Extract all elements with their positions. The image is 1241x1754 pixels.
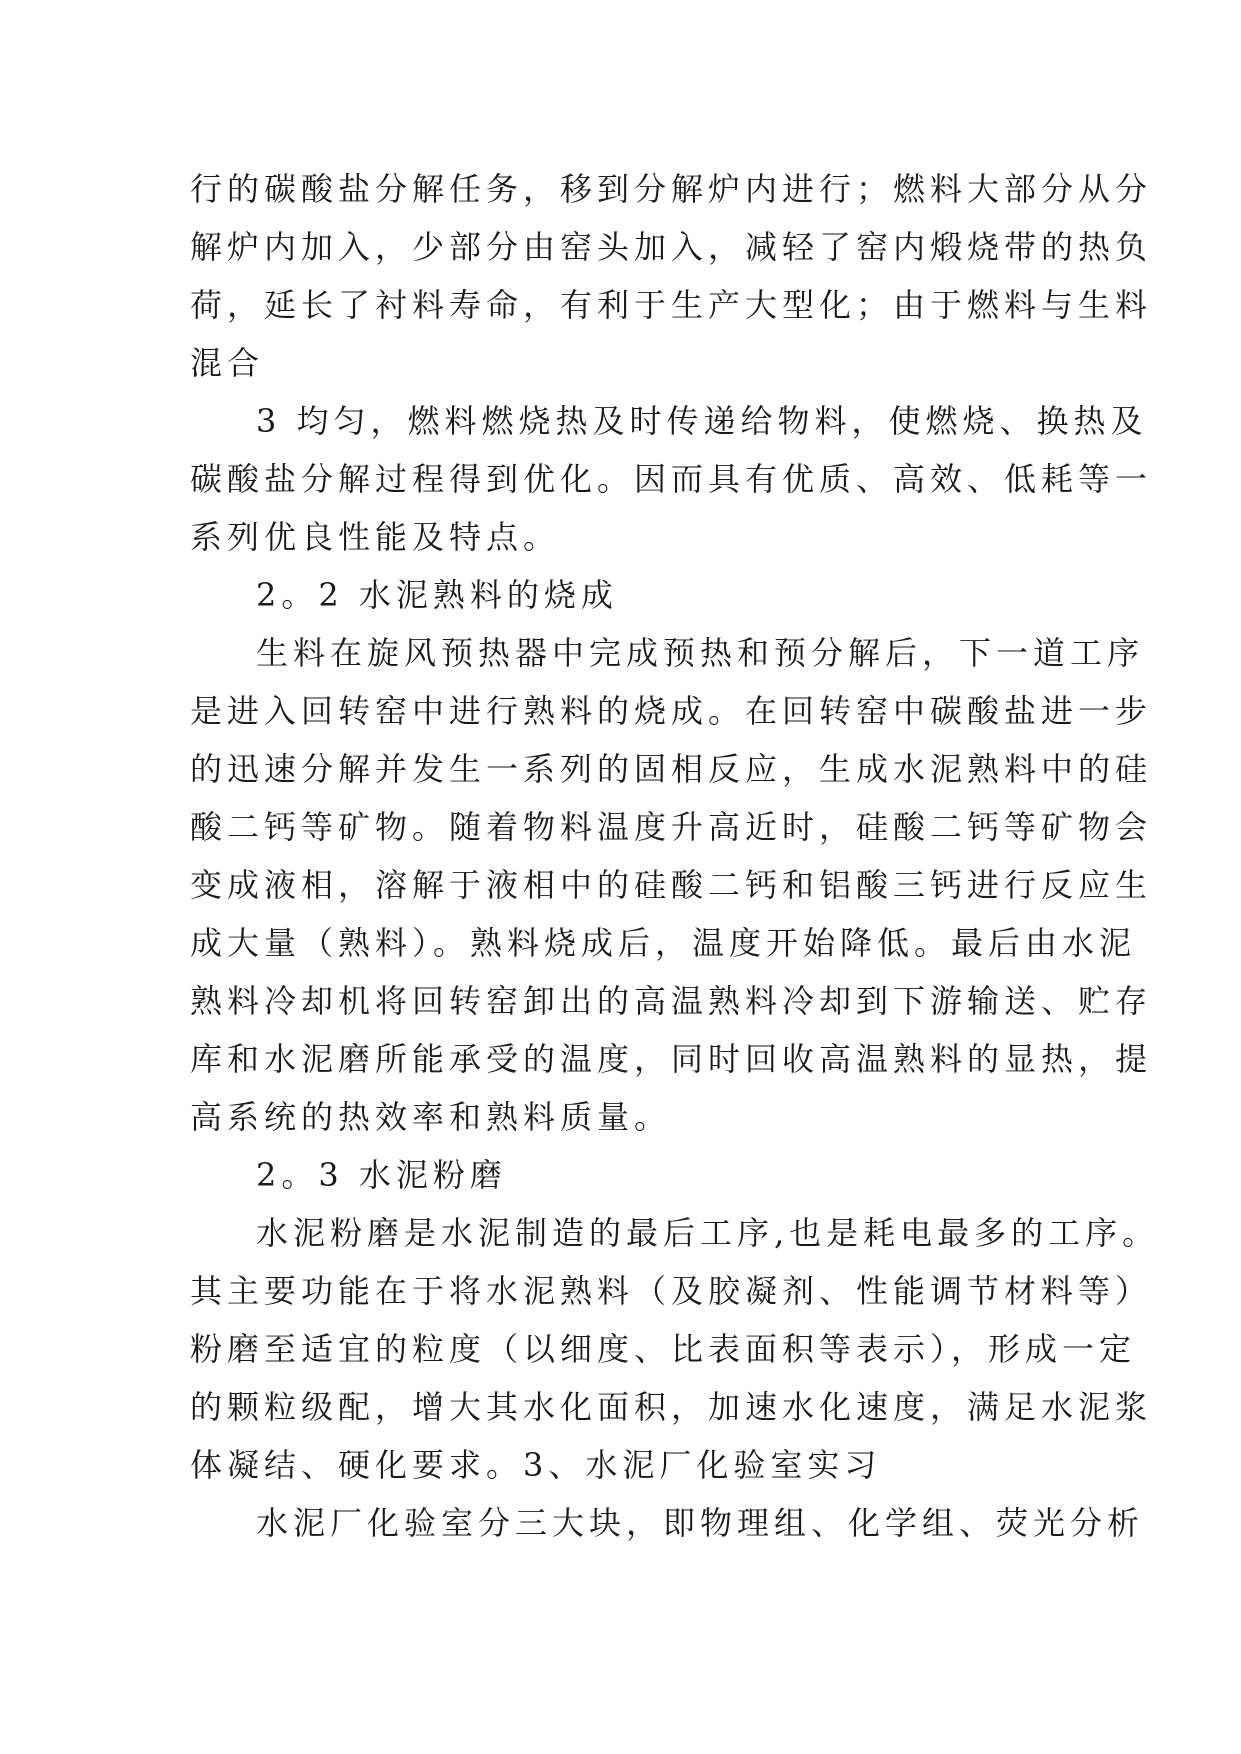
text-line: 是进入回转窑中进行熟料的烧成。在回转窑中碳酸盐进一步 xyxy=(190,692,1153,730)
text-line: 熟料冷却机将回转窑卸出的高温熟料冷却到下游输送、贮存 xyxy=(190,982,1153,1020)
text-line: 高系统的热效率和熟料质量。 xyxy=(190,1098,672,1136)
text-line: 生料在旋风预热器中完成预热和预分解后，下一道工序 xyxy=(256,634,1145,672)
text-line: 变成液相，溶解于液相中的硅酸二钙和铝酸三钙进行反应生 xyxy=(190,866,1153,904)
text-line: 混合 xyxy=(190,344,265,382)
text-line: 的迅速分解并发生一系列的固相反应，生成水泥熟料中的硅 xyxy=(190,750,1153,788)
text-line: 粉磨至适宜的粒度（以细度、比表面积等表示），形成一定 xyxy=(190,1330,1137,1368)
document-page xyxy=(190,160,1160,1552)
text-line: 其主要功能在于将水泥熟料（及胶凝剂、性能调节材料等） xyxy=(190,1272,1153,1310)
text-line: 酸二钙等矿物。随着物料温度升高近时，硅酸二钙等矿物会 xyxy=(190,808,1153,846)
text-line: 系列优良性能及特点。 xyxy=(190,518,561,556)
text-line: 2。3 水泥粉磨 xyxy=(256,1156,507,1194)
text-line: 体凝结、硬化要求。3、水泥厂化验室实习 xyxy=(190,1446,882,1484)
text-line: 库和水泥磨所能承受的温度，同时回收高温熟料的显热，提 xyxy=(190,1040,1153,1078)
text-line: 成大量（熟料）。熟料烧成后，温度开始降低。最后由水泥 xyxy=(190,924,1137,962)
text-line: 荷，延长了衬料寿命，有利于生产大型化；由于燃料与生料 xyxy=(190,286,1153,324)
text-line: 行的碳酸盐分解任务，移到分解炉内进行；燃料大部分从分 xyxy=(190,170,1153,208)
text-line: 2。2 水泥熟料的烧成 xyxy=(256,576,618,614)
text-line: 碳酸盐分解过程得到优化。因而具有优质、高效、低耗等一 xyxy=(190,460,1153,498)
text-line: 的颗粒级配，增大其水化面积，加速水化速度，满足水泥浆 xyxy=(190,1388,1153,1426)
text-line: 水泥粉磨是水泥制造的最后工序,也是耗电最多的工序。 xyxy=(256,1214,1160,1252)
text-line: 水泥厂化验室分三大块，即物理组、化学组、荧光分析 xyxy=(256,1504,1145,1542)
text-line: 3 均匀，燃料燃烧热及时传递给物料，使燃烧、换热及 xyxy=(256,402,1148,440)
text-line: 解炉内加入，少部分由窑头加入，减轻了窑内煅烧带的热负 xyxy=(190,228,1153,266)
